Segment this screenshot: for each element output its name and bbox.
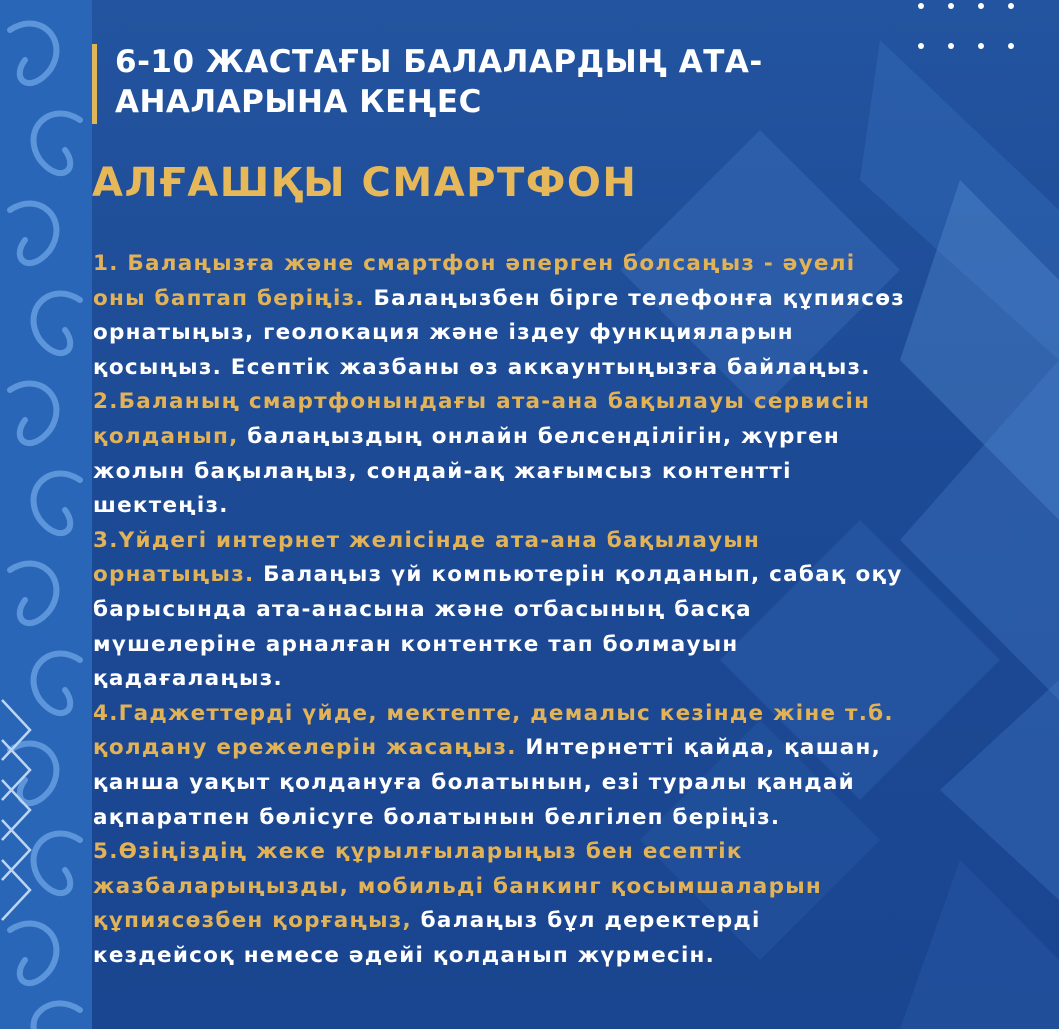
advice-line: [93, 282, 1053, 317]
advice-line: [93, 835, 1053, 870]
advice-text: Балаңыз үй компьютерін қолданып, сабақ оқу: [254, 562, 903, 588]
advice-highlight-text: орнатыңыз.: [93, 562, 255, 588]
advice-item-1: [93, 247, 1053, 385]
kazakh-ornament-border: [0, 0, 92, 1029]
advice-text: жолын бақылаңыз, сондай-ақ жағымсыз контентті: [93, 458, 792, 484]
advice-item-3: [93, 524, 1053, 697]
advice-text: қадағалаңыз.: [93, 666, 283, 692]
advice-highlight-text: 1. Балаңызға және смартфон әперген болсаңыз - әуелі: [93, 251, 856, 276]
advice-line: [93, 593, 1053, 628]
advice-line: [93, 697, 1053, 732]
poster-subtitle: [115, 42, 875, 122]
advice-line: [93, 489, 1053, 524]
advice-line: [93, 247, 1053, 282]
advice-highlight-text: қолданып,: [93, 423, 239, 449]
advice-line: [93, 455, 1053, 490]
advice-line: [93, 766, 1053, 801]
advice-line: [93, 662, 1053, 697]
advice-line: [93, 801, 1053, 836]
advice-line: [93, 731, 1053, 766]
advice-item-4: [93, 697, 1053, 835]
advice-text: балаңыздың онлайн белсенділігін, жүрген: [238, 423, 841, 449]
advice-line: [93, 939, 1053, 974]
header-accent-bar: [92, 44, 97, 124]
advice-line: [93, 385, 1053, 420]
advice-item-2: [93, 385, 1053, 523]
advice-text: шектеңіз.: [93, 493, 229, 519]
advice-line: [93, 628, 1053, 663]
advice-line: [93, 316, 1053, 351]
advice-text: кездейсоқ немесе әдейі қолданып жүрмесін.: [93, 942, 716, 968]
advice-text: қосыңыз. Есептік жазбаны өз аккаунтыңызға байлаңыз.: [93, 354, 871, 380]
advice-text: балаңыз бұл деректерді: [411, 908, 761, 934]
advice-highlight-text: құпиясөзбен қорғаңыз,: [93, 908, 412, 934]
advice-line: [93, 420, 1053, 455]
advice-highlight-text: оны баптап беріңіз.: [93, 285, 365, 311]
advice-line: [93, 558, 1053, 593]
subtitle-line-2: АНАЛАРЫНА КЕҢЕС: [115, 84, 482, 120]
advice-text: Интернетті қайда, қашан,: [516, 735, 882, 761]
advice-highlight-text: 2.Баланың смартфонындағы ата-ана бақылауы сервисін: [93, 389, 871, 415]
subtitle-line-1: 6-10 ЖАСТАҒЫ БАЛАЛАРДЫҢ АТА-: [115, 44, 763, 80]
advice-line: [93, 524, 1053, 559]
poster-title: АЛҒАШҚЫ СМАРТФОН: [92, 160, 638, 206]
advice-highlight-text: 5.Өзіңіздің жеке құрылғыларыңыз бен есептік: [93, 839, 743, 865]
advice-text: мүшелеріне арналған контентке тап болмауын: [93, 631, 739, 657]
advice-text: ақпаратпен бөлісуге болатынын белгілеп беріңіз.: [93, 804, 781, 830]
advice-highlight-text: 3.Үйдегі интернет желісінде ата-ана бақылауын: [93, 527, 761, 553]
advice-highlight-text: жазбаларыңызды, мобильді банкинг қосымшаларын: [93, 873, 823, 899]
advice-item-5: [93, 835, 1053, 973]
advice-list: [93, 247, 1053, 973]
advice-text: орнатыңыз, геолокация және іздеу функцияларын: [93, 320, 794, 346]
advice-highlight-text: 4.Гаджеттерді үйде, мектепте, демалыс кезінде жіне т.б.: [93, 700, 894, 726]
advice-highlight-text: қолдану ережелерін жасаңыз.: [93, 735, 517, 761]
advice-text: Балаңызбен бірге телефонға құпиясөз: [364, 285, 906, 311]
decorative-dots: [885, 0, 1045, 60]
advice-line: [93, 904, 1053, 939]
advice-text: қанша уақыт қолдануға болатынын, езі туралы қандай: [93, 769, 855, 795]
advice-line: [93, 870, 1053, 905]
advice-line: [93, 351, 1053, 386]
advice-text: барысында ата-анасына және отбасының басқа: [93, 596, 752, 622]
